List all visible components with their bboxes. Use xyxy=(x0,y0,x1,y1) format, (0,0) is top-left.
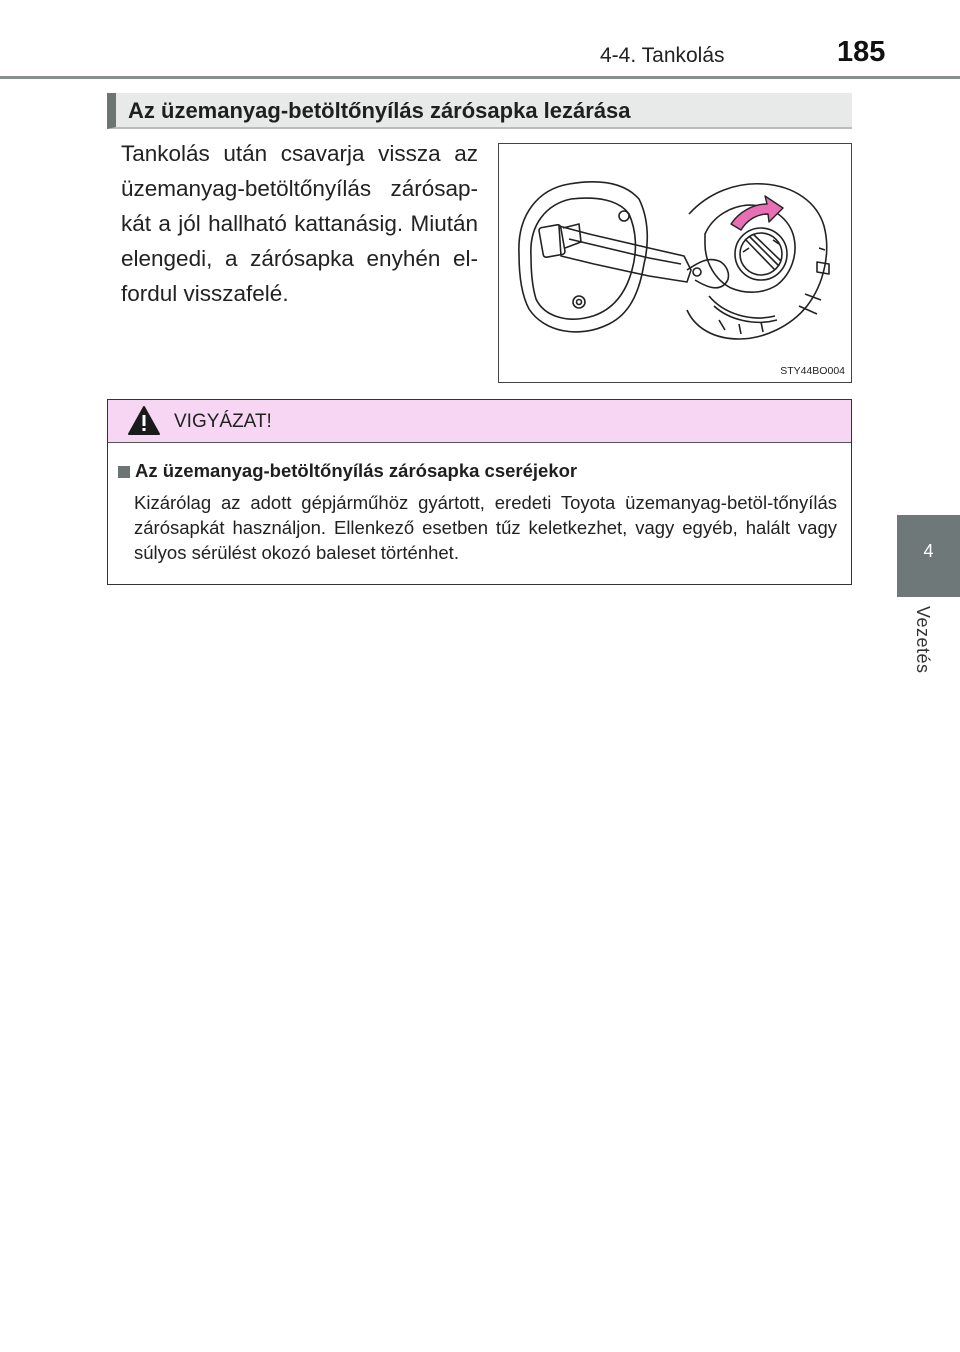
warning-triangle-icon xyxy=(127,405,161,437)
section-heading xyxy=(107,93,852,129)
chapter-label: Vezetés xyxy=(913,606,933,674)
chapter-tab xyxy=(897,515,960,597)
rotate-arrow-icon xyxy=(731,196,783,230)
fuel-cap-illustration xyxy=(498,143,852,383)
fuel-cap-drawing xyxy=(499,144,851,382)
caution-title: VIGYÁZAT! xyxy=(174,411,272,432)
figure-code: STY44BO004 xyxy=(780,365,845,377)
header-section-title: 4-4. Tankolás xyxy=(600,44,725,67)
caution-header xyxy=(108,400,851,443)
caution-subtitle: Az üzemanyag-betöltőnyílás zárósapka cseréjekor xyxy=(135,460,578,481)
header-divider xyxy=(0,76,960,79)
square-bullet-icon xyxy=(118,466,130,478)
section-body-text: Tankolás után csavarja vissza az üzemanyag-betöltőnyílás zárósap-kát a jól hallható kattanásig. Miután elengedi, a zárósapka enyhén el-fordul visszafelé. xyxy=(121,141,478,306)
page-number: 185 xyxy=(837,36,886,68)
caution-box xyxy=(107,399,852,585)
section-heading-text: Az üzemanyag-betöltőnyílás zárósapka lezárása xyxy=(128,98,631,123)
caution-body-text: Kizárólag az adott gépjárműhöz gyártott, eredeti Toyota üzemanyag-betöl-tőnyílás zárósapkát használjon. Ellenkező esetben tűz keletkezhet, vagy egyéb, halált vagy súlyos sérülést okozó baleset történhet. xyxy=(134,492,837,563)
chapter-number: 4 xyxy=(923,541,934,561)
